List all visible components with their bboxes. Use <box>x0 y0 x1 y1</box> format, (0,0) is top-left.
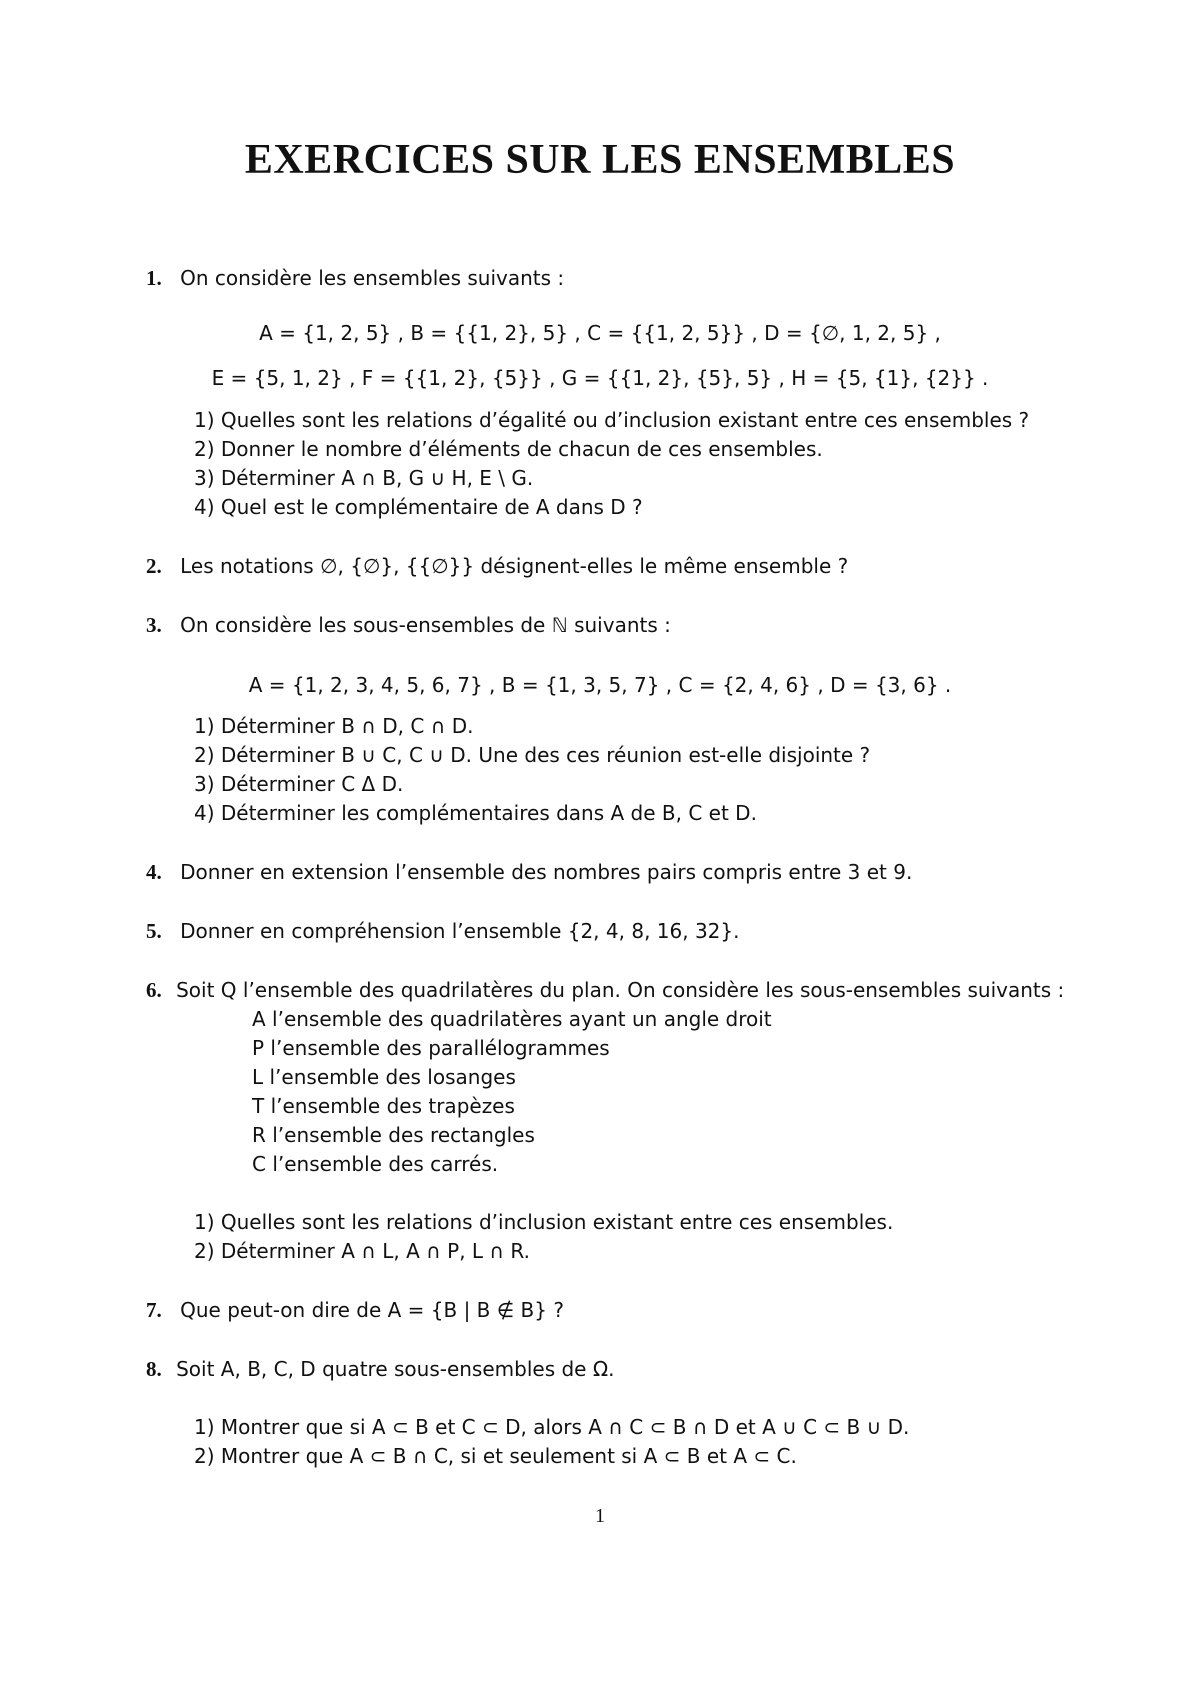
subset-definition: C l’ensemble des carrés. <box>252 1152 499 1176</box>
subset-definition: T l’ensemble des trapèzes <box>252 1094 515 1118</box>
exercise-number: 7. <box>146 1298 162 1322</box>
question-item: 3) Déterminer C Δ D. <box>194 772 404 796</box>
question-item: 4) Déterminer les complémentaires dans A de B, C et D. <box>194 801 757 825</box>
exercise-number: 4. <box>146 860 162 884</box>
exercise-8 <box>146 1356 614 1382</box>
exercise-intro: Soit Q l’ensemble des quadrilatères du plan. On considère les sous-ensembles suivants : <box>176 978 1065 1002</box>
question-item: 2) Déterminer B ∪ C, C ∪ D. Une des ces réunion est-elle disjointe ? <box>194 743 871 767</box>
exercise-intro: Que peut-on dire de A = {B | B ∉ B} ? <box>180 1298 564 1322</box>
question-item: 1) Déterminer B ∩ D, C ∩ D. <box>194 714 474 738</box>
exercise-7 <box>146 1297 564 1323</box>
exercise-number: 8. <box>146 1357 162 1381</box>
display-equation: A = {1, 2, 5} , B = {{1, 2}, 5} , C = {{1, 2, 5}} , D = {∅, 1, 2, 5} , <box>259 321 941 345</box>
question-item: 2) Déterminer A ∩ L, A ∩ P, L ∩ R. <box>194 1239 530 1263</box>
exercise-number: 5. <box>146 919 162 943</box>
exercise-2 <box>146 553 848 579</box>
exercise-4 <box>146 859 912 885</box>
exercise-number: 2. <box>146 554 162 578</box>
exercise-1 <box>146 265 564 291</box>
subset-definition: P l’ensemble des parallélogrammes <box>252 1036 610 1060</box>
exercise-intro: Les notations ∅, {∅}, {{∅}} désignent-elles le même ensemble ? <box>180 554 849 578</box>
exercise-number: 6. <box>146 978 162 1002</box>
question-item: 1) Montrer que si A ⊂ B et C ⊂ D, alors A ∩ C ⊂ B ∩ D et A ∪ C ⊂ B ∪ D. <box>194 1415 910 1439</box>
page-number: 1 <box>595 1505 605 1527</box>
subset-definition: R l’ensemble des rectangles <box>252 1123 535 1147</box>
exercise-intro: Soit A, B, C, D quatre sous-ensembles de Ω. <box>176 1357 615 1381</box>
question-item: 4) Quel est le complémentaire de A dans D ? <box>194 495 643 519</box>
question-item: 2) Donner le nombre d’éléments de chacun de ces ensembles. <box>194 437 823 461</box>
question-item: 3) Déterminer A ∩ B, G ∪ H, E \ G. <box>194 466 534 490</box>
exercise-number: 3. <box>146 613 162 637</box>
exercise-intro: Donner en extension l’ensemble des nombres pairs compris entre 3 et 9. <box>180 860 913 884</box>
exercise-intro: On considère les ensembles suivants : <box>180 266 565 290</box>
display-equation: A = {1, 2, 3, 4, 5, 6, 7} , B = {1, 3, 5, 7} , C = {2, 4, 6} , D = {3, 6} . <box>248 673 952 697</box>
page-title: EXERCICES SUR LES ENSEMBLES <box>244 137 956 183</box>
exercise-6 <box>146 977 1064 1003</box>
subset-definition: A l’ensemble des quadrilatères ayant un angle droit <box>252 1007 772 1031</box>
question-item: 1) Quelles sont les relations d’inclusion existant entre ces ensembles. <box>194 1210 894 1234</box>
exercise-number: 1. <box>146 266 162 290</box>
question-item: 1) Quelles sont les relations d’égalité ou d’inclusion existant entre ces ensembles ? <box>194 408 1030 432</box>
exercise-5 <box>146 918 739 944</box>
question-item: 2) Montrer que A ⊂ B ∩ C, si et seulement si A ⊂ B et A ⊂ C. <box>194 1444 797 1468</box>
display-equation: E = {5, 1, 2} , F = {{1, 2}, {5}} , G = {{1, 2}, {5}, 5} , H = {5, {1}, {2}} . <box>211 366 989 390</box>
exercise-intro: Donner en compréhension l’ensemble {2, 4, 8, 16, 32}. <box>180 919 740 943</box>
subset-definition: L l’ensemble des losanges <box>252 1065 516 1089</box>
exercise-intro: On considère les sous-ensembles de ℕ suivants : <box>180 613 671 637</box>
exercise-3 <box>146 612 671 638</box>
